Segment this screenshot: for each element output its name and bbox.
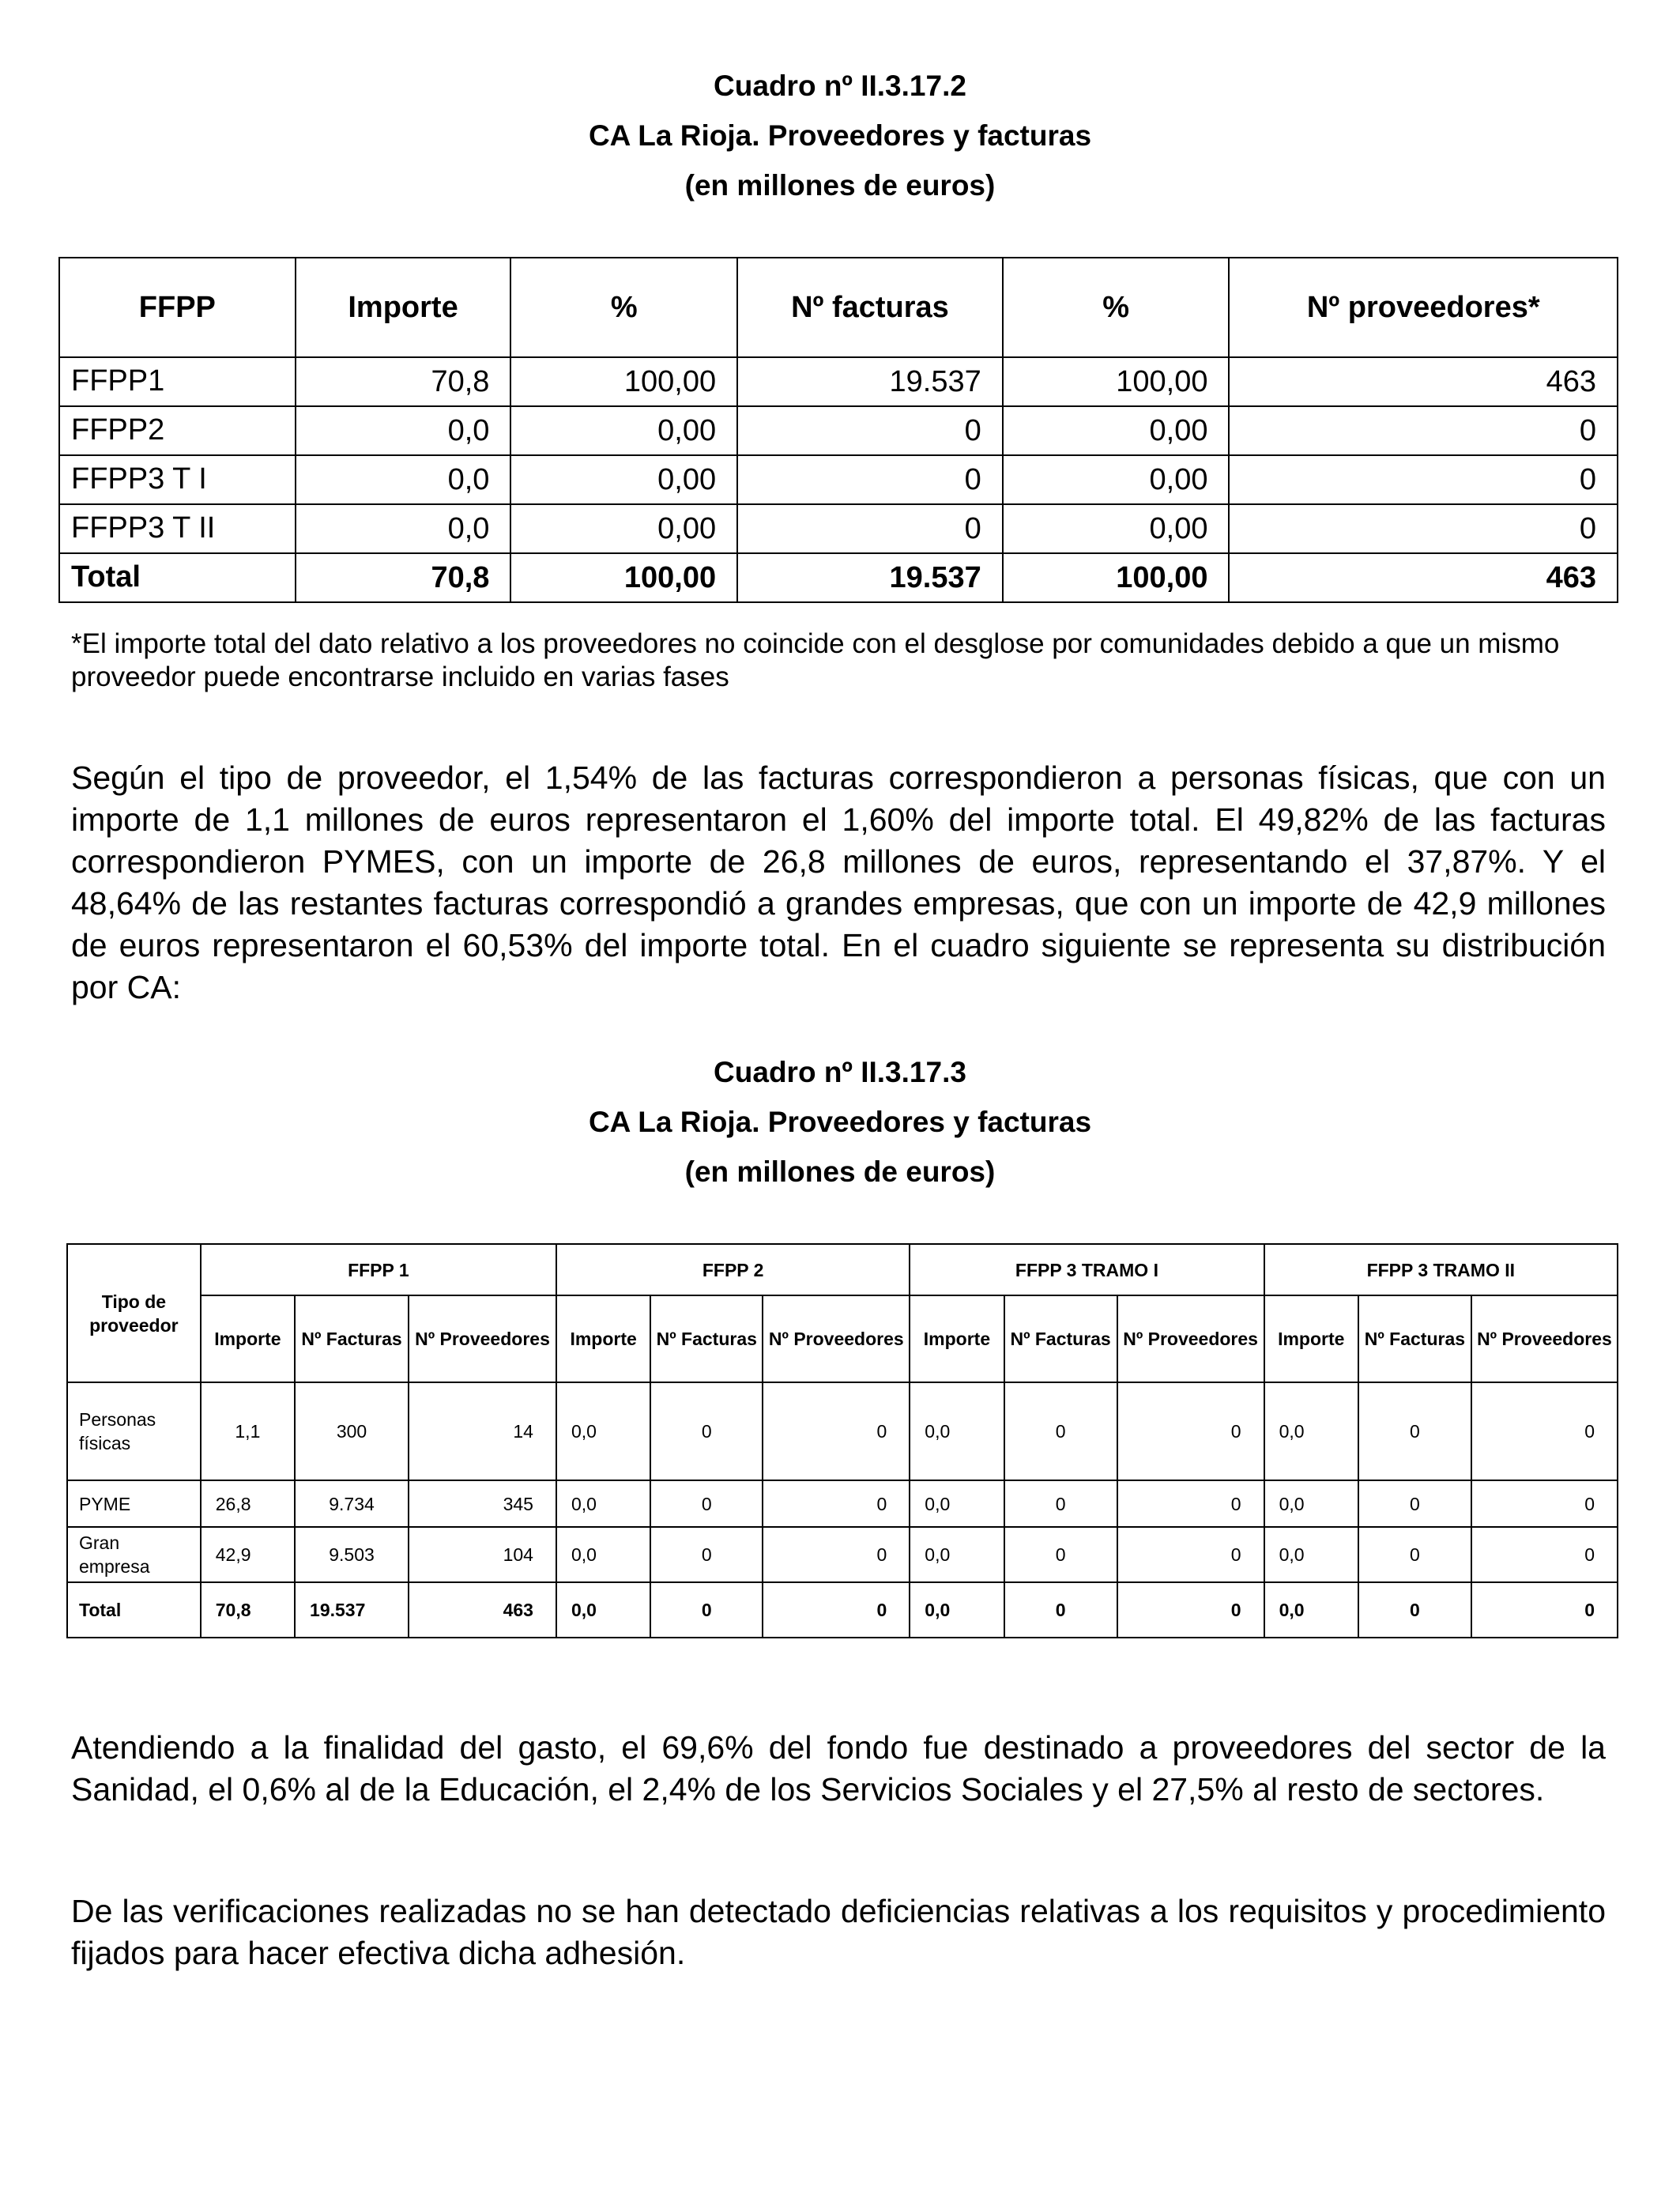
table2-cell: 104 <box>409 1527 556 1582</box>
table2-cell: 0,0 <box>910 1527 1004 1582</box>
table1-cell: 100,00 <box>1003 553 1230 602</box>
table2-cell: 0 <box>1117 1480 1264 1527</box>
table2-cell: 0 <box>763 1382 910 1480</box>
table1-caption-number: Cuadro nº II.3.17.2 <box>714 70 966 102</box>
table1-header-pct-importe: % <box>510 258 737 357</box>
table-row <box>59 406 1618 455</box>
table2-cell: 0 <box>650 1382 763 1480</box>
table2-subheader: Nº Facturas <box>1358 1295 1471 1382</box>
table2-subheader-row <box>67 1295 1618 1382</box>
table-row <box>59 504 1618 553</box>
table1-cell: 70,8 <box>296 357 511 406</box>
table2-cell: 0 <box>1471 1480 1618 1527</box>
table1-cell: 0,0 <box>296 406 511 455</box>
table1-header-facturas: Nº facturas <box>737 258 1003 357</box>
table2-cell: 0 <box>1358 1527 1471 1582</box>
table1-cell: 0,0 <box>296 455 511 504</box>
table2-cell: 0 <box>1004 1582 1117 1638</box>
table1-cell: 0,00 <box>510 504 737 553</box>
table2-subheader: Nº Facturas <box>295 1295 409 1382</box>
table2-cell: 0,0 <box>1264 1480 1358 1527</box>
table2-subheader: Nº Proveedores <box>1471 1295 1618 1382</box>
table-row <box>59 357 1618 406</box>
table2-cell: 0,0 <box>910 1382 1004 1480</box>
table1-cell: 0 <box>737 406 1003 455</box>
table-row <box>67 1382 1618 1480</box>
table2-cell: 0,0 <box>910 1480 1004 1527</box>
table2-row-label: Gran empresa <box>67 1527 201 1582</box>
table2-caption-number: Cuadro nº II.3.17.3 <box>714 1056 966 1088</box>
table2-cell: 0 <box>1471 1582 1618 1638</box>
table1-cell: 70,8 <box>296 553 511 602</box>
table1-cell: 0 <box>1229 504 1618 553</box>
table1-header-importe: Importe <box>296 258 511 357</box>
table2-cell: 0 <box>650 1527 763 1582</box>
table2-cell: 0,0 <box>556 1582 650 1638</box>
table2-cell: 0 <box>1358 1382 1471 1480</box>
table1-cell: FFPP3 T II <box>59 504 296 553</box>
table2-row-label: Total <box>67 1582 201 1638</box>
table1-cell: 0,0 <box>296 504 511 553</box>
table2-subheader: Nº Proveedores <box>409 1295 556 1382</box>
table2-cell: 0 <box>1358 1480 1471 1527</box>
table2-cell: 0 <box>1117 1382 1264 1480</box>
table1-cell: FFPP3 T I <box>59 455 296 504</box>
table1-cell: Total <box>59 553 296 602</box>
table1-header-ffpp: FFPP <box>59 258 296 357</box>
table2-cell: 14 <box>409 1382 556 1480</box>
table1-cell: 0,00 <box>510 455 737 504</box>
table1-cell: 0,00 <box>1003 406 1230 455</box>
table1-total-row <box>59 553 1618 602</box>
table2-cell: 0 <box>1004 1527 1117 1582</box>
table1-cell: 0,00 <box>1003 504 1230 553</box>
table-row <box>67 1480 1618 1527</box>
table2-cell: 9.734 <box>295 1480 409 1527</box>
table2-caption-units: (en millones de euros) <box>684 1155 996 1188</box>
table2-cell: 0 <box>1117 1527 1264 1582</box>
table2-cell: 0 <box>1117 1582 1264 1638</box>
table2-group-ffpp3-tramo1: FFPP 3 TRAMO I <box>910 1244 1264 1295</box>
table1-footnote: *El importe total del dato relativo a los proveedores no coincide con el desglose por comunidades debido a que un mismo proveedor puede encontrarse incluido en varias fases <box>71 628 1560 692</box>
table1-cell: 100,00 <box>510 553 737 602</box>
table2-cell: 0 <box>1004 1480 1117 1527</box>
table2-row-label: Personas físicas <box>67 1382 201 1480</box>
table2-cell: 0,0 <box>556 1527 650 1582</box>
table2-cell: 0 <box>763 1480 910 1527</box>
table2-cell: 0,0 <box>1264 1382 1358 1480</box>
table2-total-row <box>67 1582 1618 1638</box>
table2-subheader: Importe <box>556 1295 650 1382</box>
table1-cell: 100,00 <box>510 357 737 406</box>
table1-cell: 0 <box>737 455 1003 504</box>
table2-cell: 0 <box>1471 1382 1618 1480</box>
table2-cell: 0 <box>1471 1527 1618 1582</box>
table1-cell: 0,00 <box>1003 455 1230 504</box>
table1-caption <box>0 61 1680 210</box>
table2-cell: 0 <box>763 1527 910 1582</box>
table2-cell: 0 <box>1004 1382 1117 1480</box>
table1-cell: 0 <box>1229 406 1618 455</box>
table2-subheader: Importe <box>201 1295 295 1382</box>
table1-cell: 19.537 <box>737 553 1003 602</box>
table2-cell: 9.503 <box>295 1527 409 1582</box>
table-row <box>67 1527 1618 1582</box>
table2-header-tipo: Tipo de proveedor <box>67 1244 201 1382</box>
table1-cell: 0,00 <box>510 406 737 455</box>
table1-cell: 463 <box>1229 357 1618 406</box>
table2-group-ffpp2: FFPP 2 <box>556 1244 910 1295</box>
table1-header-row <box>59 258 1618 357</box>
table-row <box>59 455 1618 504</box>
paragraph-verifications: De las verificaciones realizadas no se han detectado deficiencias relativas a los requisitos y procedimiento fijados para hacer efectiva dicha adhesión. <box>71 1893 1606 1971</box>
table2-cell: 0 <box>763 1582 910 1638</box>
table1-cell: 19.537 <box>737 357 1003 406</box>
table1-caption-units: (en millones de euros) <box>684 169 996 202</box>
table2-cell: 345 <box>409 1480 556 1527</box>
table2-cell: 1,1 <box>201 1382 295 1480</box>
table2-subheader: Nº Facturas <box>650 1295 763 1382</box>
table1-cell: 0 <box>1229 455 1618 504</box>
table2-subheader: Importe <box>910 1295 1004 1382</box>
table2-cell: 463 <box>409 1582 556 1638</box>
table2-cell: 70,8 <box>201 1582 295 1638</box>
table1-cell: FFPP1 <box>59 357 296 406</box>
table1-cell: 100,00 <box>1003 357 1230 406</box>
table2-group-header-row <box>67 1244 1618 1295</box>
table2-group-ffpp3-tramo2: FFPP 3 TRAMO II <box>1264 1244 1618 1295</box>
providers-invoices-table <box>58 257 1618 603</box>
table2-cell: 26,8 <box>201 1480 295 1527</box>
table2-cell: 0,0 <box>1264 1582 1358 1638</box>
table2-subheader: Nº Proveedores <box>763 1295 910 1382</box>
table1-cell: 463 <box>1229 553 1618 602</box>
table2-group-ffpp1: FFPP 1 <box>201 1244 556 1295</box>
table2-subheader: Nº Proveedores <box>1117 1295 1264 1382</box>
table2-row-label: PYME <box>67 1480 201 1527</box>
table2-cell: 300 <box>295 1382 409 1480</box>
provider-type-distribution-table <box>66 1243 1618 1638</box>
table2-cell: 0,0 <box>556 1480 650 1527</box>
table2-cell: 0 <box>1358 1582 1471 1638</box>
table2-cell: 42,9 <box>201 1527 295 1582</box>
table2-cell: 0,0 <box>910 1582 1004 1638</box>
table2-cell: 0 <box>650 1480 763 1527</box>
table2-subheader: Importe <box>1264 1295 1358 1382</box>
paragraph-provider-types: Según el tipo de proveedor, el 1,54% de las facturas correspondieron a personas físicas, que con un importe de 1,1 millones de euros representaron el 1,60% del importe total. El 49,82% de las facturas correspondieron PYMES, con un importe de 26,8 millones de euros, representando el 37,87%. Y el 48,64% de las restantes facturas correspondió a grandes empresas, que con un importe de 42,9 millones de euros representaron el 60,53% del importe total. En el cuadro siguiente se representa su distribución por CA: <box>71 760 1606 1005</box>
table1-header-pct-facturas: % <box>1003 258 1230 357</box>
table2-caption <box>0 1047 1680 1197</box>
paragraph-expense-purpose: Atendiendo a la finalidad del gasto, el 69,6% del fondo fue destinado a proveedores del sector de la Sanidad, el 0,6% al de la Educación, el 2,4% de los Servicios Sociales y el 27,5% al resto de sectores. <box>71 1729 1606 1808</box>
table2-subheader: Nº Facturas <box>1004 1295 1117 1382</box>
table1-caption-title: CA La Rioja. Proveedores y facturas <box>588 119 1092 152</box>
table2-cell: 0,0 <box>1264 1527 1358 1582</box>
table1-header-proveedores: Nº proveedores* <box>1229 258 1618 357</box>
table1-cell: FFPP2 <box>59 406 296 455</box>
table2-cell: 19.537 <box>295 1582 409 1638</box>
table2-cell: 0 <box>650 1582 763 1638</box>
table2-caption-title: CA La Rioja. Proveedores y facturas <box>588 1106 1092 1138</box>
table2-cell: 0,0 <box>556 1382 650 1480</box>
table1-cell: 0 <box>737 504 1003 553</box>
